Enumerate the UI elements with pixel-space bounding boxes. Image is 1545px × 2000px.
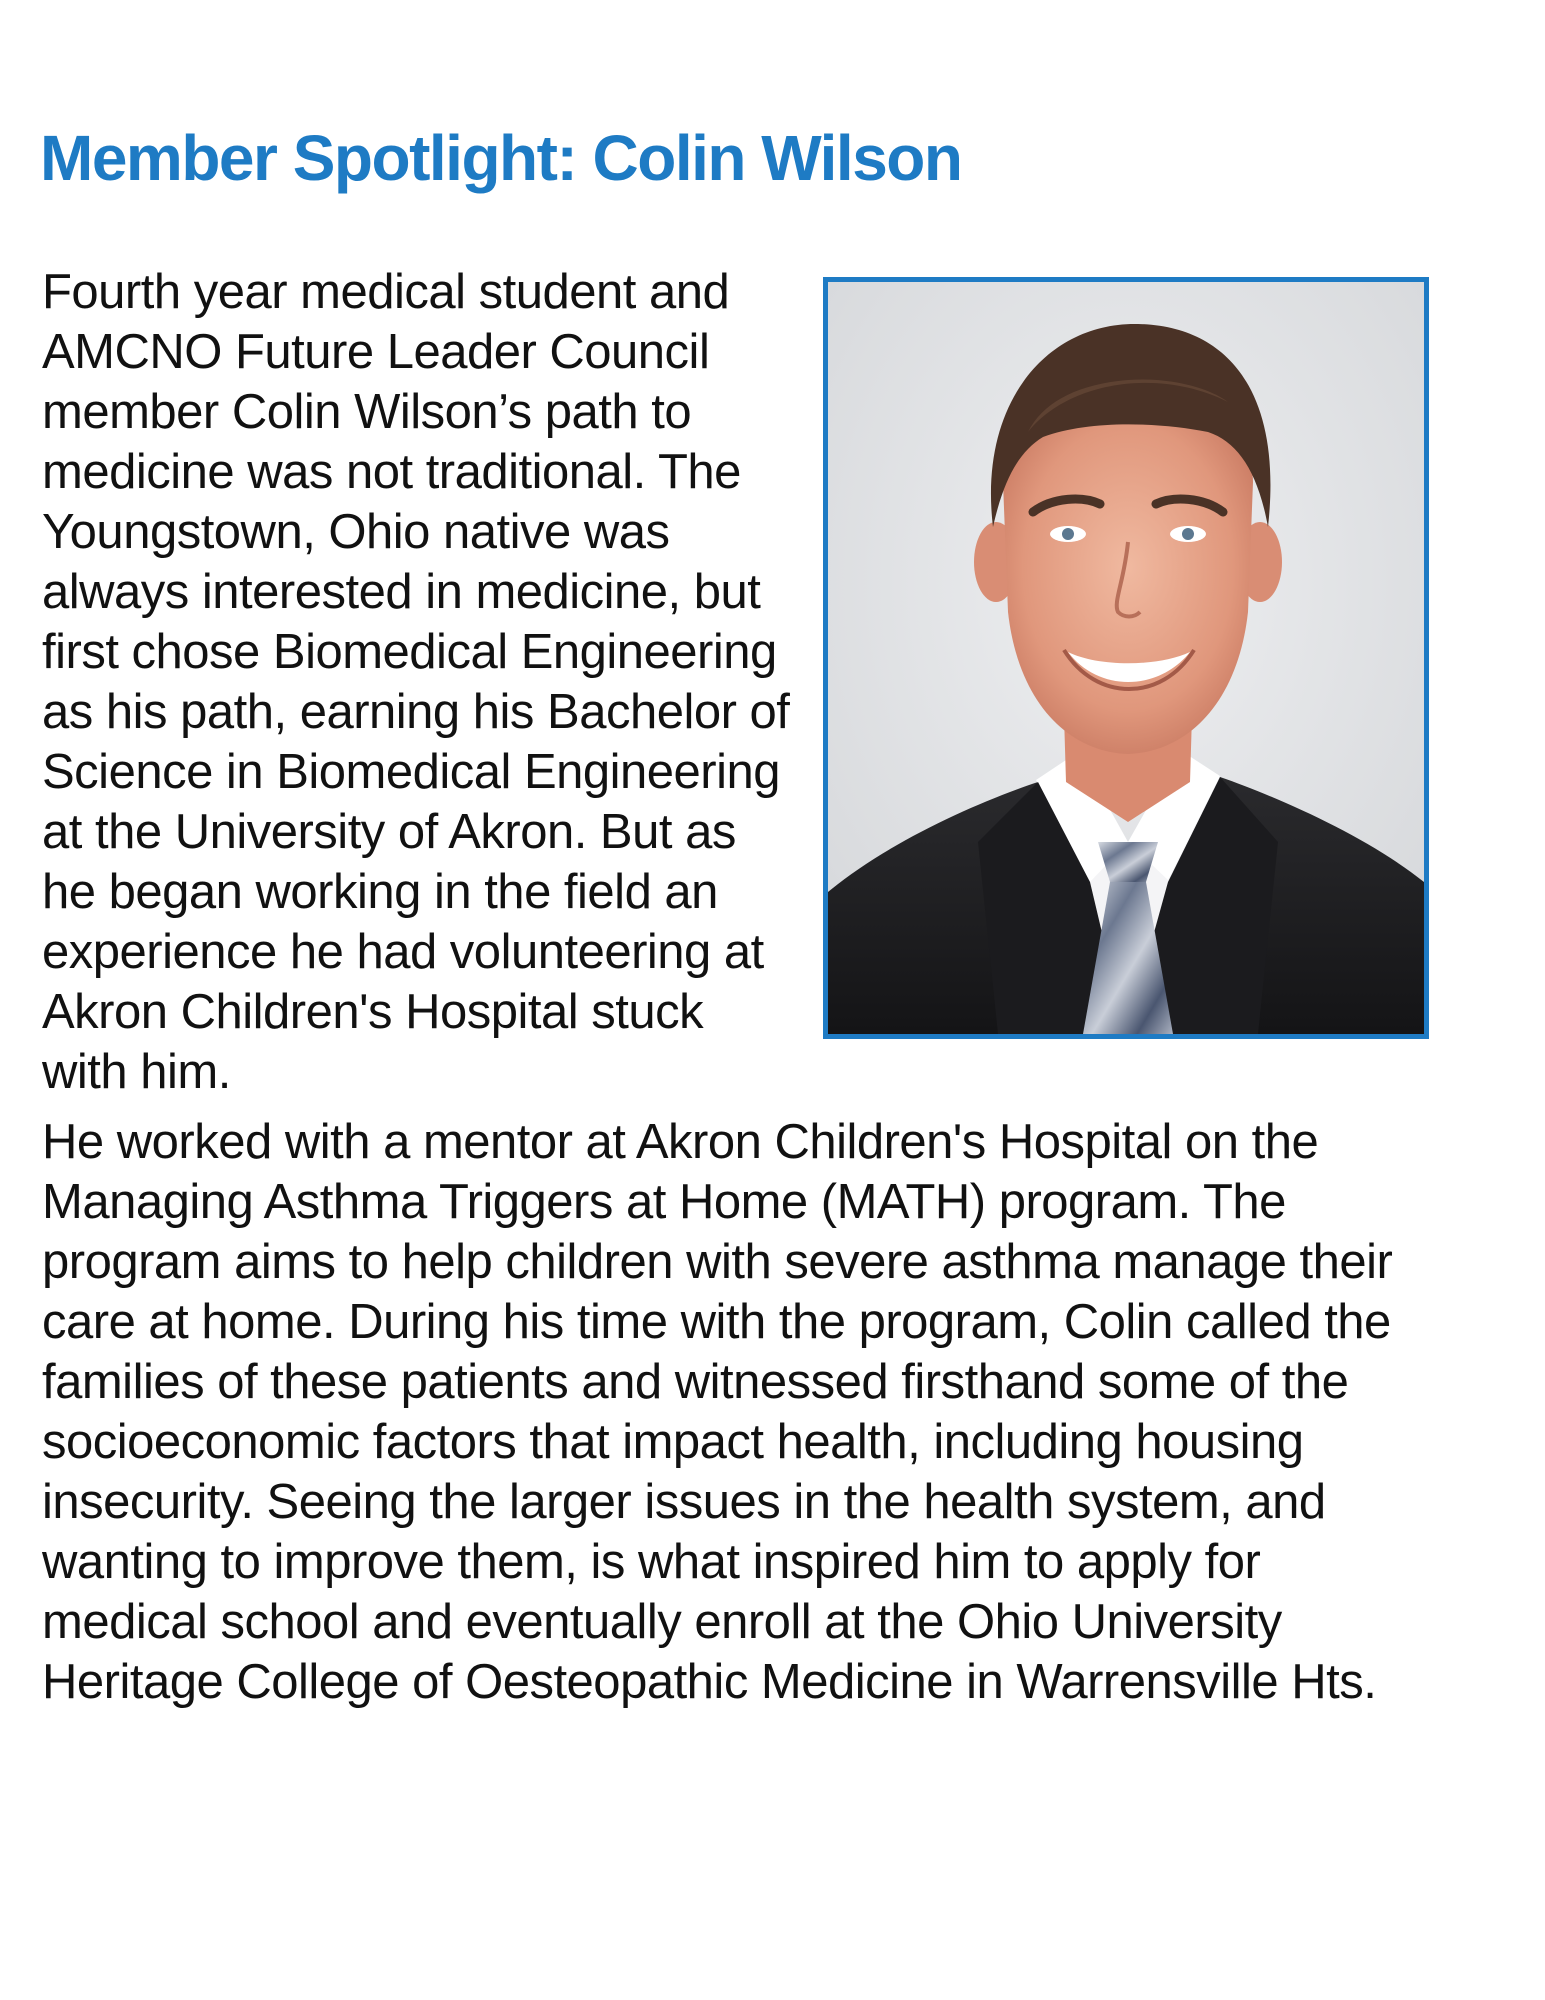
paragraph-2: He worked with a mentor at Akron Children's Hospital on the Managing Asthma Triggers at Home (MATH) program. The program aims to help children with severe asthma manage their care at home. During his time with the program, Colin called the families of these patients and witnessed firsthand some of the socioeconomic factors that impact health, including housing insecurity. Seeing the larger issues in the health system, and wanting to improve them, is what inspired him to apply for medical school and eventually enroll at the Ohio University Heritage College of Oesteopathic Medicine in Warrensville Hts. bbox=[42, 1115, 1393, 1709]
paragraph-1 bbox=[42, 262, 1432, 1102]
paragraph-1-text: Fourth year medical student and AMCNO Future Leader Council member Colin Wilson’s path to medicine was not traditional. The Youngstown, Ohio native was always interested in medicine, but first chose Biomedical Engineering as his path, earning his Bachelor of Science in Biomedical Engineering at the University of Akron. But as he began working in the field an experience he had volunteering at Akron Children's Hospital stuck with him. bbox=[42, 265, 790, 1099]
article-body bbox=[42, 262, 1432, 1712]
page-title: Member Spotlight: Colin Wilson bbox=[40, 122, 962, 194]
portrait-photo bbox=[823, 277, 1429, 1039]
